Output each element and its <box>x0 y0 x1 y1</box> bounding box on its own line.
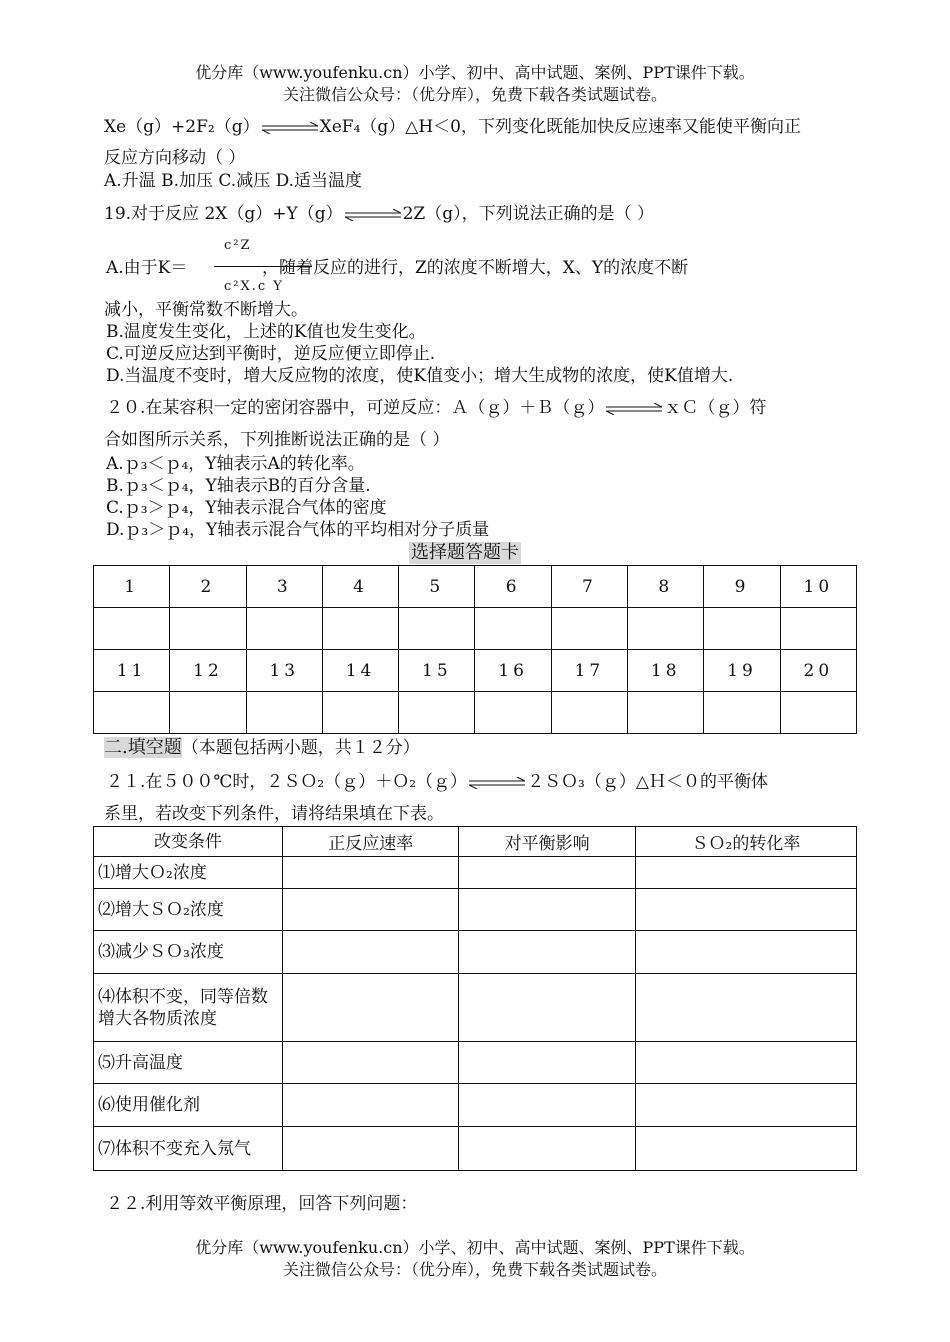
section-2-heading <box>104 737 420 759</box>
answer-card-table <box>93 565 857 734</box>
answer-cell[interactable] <box>283 857 459 889</box>
page-header <box>0 62 950 106</box>
answer-number-cell: 3 <box>246 566 322 608</box>
q19-option-c: C.可逆反应达到平衡时，逆反应便立即停止. <box>106 344 436 364</box>
answer-number-cell: 6 <box>475 566 551 608</box>
answer-card-title: 选择题答题卡 <box>411 542 519 563</box>
q21-stem <box>106 771 768 793</box>
answer-blank-cell[interactable] <box>551 608 627 650</box>
q19-option-a-cont: 减小，平衡常数不断增大。 <box>104 300 308 320</box>
section-2-title: 二.填空题 <box>104 737 182 758</box>
answer-number-cell: 17 <box>551 650 627 692</box>
k-fraction-denominator: c²X.c Y <box>224 279 284 294</box>
q21-result-table <box>93 826 857 1171</box>
answer-blank-cell[interactable] <box>551 692 627 734</box>
q19-stem-right: 2Z（g），下列说法正确的是（ ） <box>402 204 655 224</box>
answer-blank-cell[interactable] <box>628 608 704 650</box>
answer-cell[interactable] <box>459 974 635 1042</box>
equilibrium-arrow-icon <box>262 122 318 134</box>
answer-blank-cell[interactable] <box>780 608 856 650</box>
k-fraction-numerator: c²Z <box>224 238 252 253</box>
q20-option-d: D.ｐ₃＞ｐ₄，Y轴表示混合气体的平均相对分子质量 <box>106 520 490 540</box>
answer-blank-cell[interactable] <box>780 692 856 734</box>
q19-option-d: D.当温度不变时，增大反应物的浓度，使K值变小；增大生成物的浓度，使K值增大. <box>106 366 734 386</box>
answer-cell[interactable] <box>283 974 459 1042</box>
answer-blank-cell[interactable] <box>322 608 398 650</box>
q18-options: A.升温 B.加压 C.减压 D.适当温度 <box>104 171 363 191</box>
answer-number-cell: 5 <box>399 566 475 608</box>
q20-option-c: C.ｐ₃＞ｐ₄，Y轴表示混合气体的密度 <box>106 498 387 518</box>
answer-number-cell: 18 <box>628 650 704 692</box>
table-row <box>94 889 857 931</box>
answer-blank-cell[interactable] <box>246 692 322 734</box>
equilibrium-arrow-icon <box>345 209 401 221</box>
answer-number-cell: 19 <box>704 650 780 692</box>
answer-cell[interactable] <box>459 931 635 974</box>
answer-number-cell: 12 <box>170 650 246 692</box>
section-2-note: （本题包括两小题，共１２分） <box>181 738 420 758</box>
answer-number-cell: 8 <box>628 566 704 608</box>
answer-blank-cell[interactable] <box>94 692 170 734</box>
table-row <box>94 1127 857 1171</box>
answer-number-cell: 15 <box>399 650 475 692</box>
answer-blank-cell[interactable] <box>322 692 398 734</box>
table-row <box>94 857 857 889</box>
page-footer <box>0 1237 950 1281</box>
q21-stem-right: ２ＳＯ₃（ｇ）△Ｈ＜０的平衡体 <box>527 772 768 792</box>
answer-cell[interactable] <box>635 931 856 974</box>
answer-number-cell: 4 <box>322 566 398 608</box>
answer-number-cell: 11 <box>94 650 170 692</box>
q21-line2: 系里，若改变下列条件，请将结果填在下表。 <box>104 804 444 824</box>
answer-cell[interactable] <box>459 857 635 889</box>
q18-eq-right: XeF₄（g）△H＜0，下列变化既能加快反应速率又能使平衡向正 <box>319 117 801 137</box>
answer-cell[interactable] <box>635 974 856 1042</box>
condition-cell: ⑸升高温度 <box>94 1042 283 1084</box>
answer-number-cell: 9 <box>704 566 780 608</box>
answer-cell[interactable] <box>635 1084 856 1127</box>
answer-blank-cell[interactable] <box>704 692 780 734</box>
header-forward-rate: 正反应速率 <box>283 827 459 857</box>
q20-option-a: A.ｐ₃＜ｐ₄，Y轴表示A的转化率。 <box>106 454 365 474</box>
answer-blank-cell[interactable] <box>170 608 246 650</box>
answer-number-cell: 1 <box>94 566 170 608</box>
answer-cell[interactable] <box>635 1042 856 1084</box>
header-condition: 改变条件 <box>94 827 283 857</box>
answer-blank-cell[interactable] <box>94 608 170 650</box>
answer-cell[interactable] <box>283 1042 459 1084</box>
answer-number-cell: 16 <box>475 650 551 692</box>
q20-stem-left: ２０.在某容积一定的密闭容器中，可逆反应：Ａ（ｇ）＋Ｂ（ｇ） <box>106 398 605 418</box>
answer-number-cell: 20 <box>780 650 856 692</box>
q19-option-a-left: A.由于K＝ <box>106 258 188 278</box>
condition-cell: ⑺体积不变充入氖气 <box>94 1127 283 1171</box>
condition-cell: ⑷体积不变，同等倍数增大各物质浓度 <box>94 974 283 1042</box>
answer-number-cell: 2 <box>170 566 246 608</box>
answer-number-row <box>94 566 857 608</box>
equilibrium-arrow-icon <box>606 403 662 415</box>
answer-blank-cell[interactable] <box>246 608 322 650</box>
answer-blank-cell[interactable] <box>170 692 246 734</box>
answer-cell[interactable] <box>459 889 635 931</box>
answer-cell[interactable] <box>283 1084 459 1127</box>
header-equilibrium-effect: 对平衡影响 <box>459 827 635 857</box>
answer-cell[interactable] <box>635 889 856 931</box>
q21-header-row <box>94 827 857 857</box>
answer-blank-cell[interactable] <box>628 692 704 734</box>
header-line-2: 关注微信公众号：（优分库），免费下载各类试题试卷。 <box>282 85 667 104</box>
answer-cell[interactable] <box>635 1127 856 1171</box>
answer-number-cell: 10 <box>780 566 856 608</box>
answer-cell[interactable] <box>459 1042 635 1084</box>
answer-blank-cell[interactable] <box>399 692 475 734</box>
answer-number-row <box>94 650 857 692</box>
q19-stem <box>104 203 654 225</box>
answer-cell[interactable] <box>459 1127 635 1171</box>
answer-cell[interactable] <box>459 1084 635 1127</box>
q20-stem-right: ｘＣ（ｇ）符 <box>664 398 767 418</box>
q19-stem-left: 19.对于反应 2X（g）+Y（g） <box>104 204 343 224</box>
answer-blank-row <box>94 692 857 734</box>
q20-stem <box>106 397 766 419</box>
condition-cell: ⑵增大ＳＯ₂浓度 <box>94 889 283 931</box>
answer-number-cell: 7 <box>551 566 627 608</box>
q21-stem-left: ２１.在５００℃时，２ＳＯ₂（ｇ）＋Ｏ₂（ｇ） <box>106 772 468 792</box>
answer-blank-cell[interactable] <box>399 608 475 650</box>
header-line-1: 优分库（www.youfenku.cn）小学、初中、高中试题、案例、PPT课件下载。 <box>195 63 755 82</box>
answer-cell[interactable] <box>283 889 459 931</box>
footer-line-1: 优分库（www.youfenku.cn）小学、初中、高中试题、案例、PPT课件下载。 <box>195 1238 755 1257</box>
equilibrium-arrow-icon <box>469 777 525 789</box>
answer-cell[interactable] <box>635 857 856 889</box>
answer-blank-cell[interactable] <box>475 608 551 650</box>
q18-equation-line <box>104 116 801 138</box>
table-row <box>94 1042 857 1084</box>
q18-eq-left: Xe（g）+2F₂（g） <box>104 117 260 137</box>
answer-blank-cell[interactable] <box>704 608 780 650</box>
q19-option-b: B.温度发生变化，上述的K值也发生变化。 <box>106 322 426 342</box>
q20-line2: 合如图所示关系，下列推断说法正确的是（ ） <box>104 430 450 450</box>
table-row <box>94 974 857 1042</box>
q22-stem: ２２.利用等效平衡原理，回答下列问题： <box>106 1194 418 1214</box>
footer-line-2: 关注微信公众号：（优分库），免费下载各类试题试卷。 <box>282 1260 667 1279</box>
answer-number-cell: 13 <box>246 650 322 692</box>
answer-cell[interactable] <box>283 1127 459 1171</box>
table-row <box>94 931 857 974</box>
answer-blank-row <box>94 608 857 650</box>
condition-cell: ⑹使用催化剂 <box>94 1084 283 1127</box>
answer-cell[interactable] <box>283 931 459 974</box>
answer-number-cell: 14 <box>322 650 398 692</box>
answer-blank-cell[interactable] <box>475 692 551 734</box>
q19-option-a-right: ，随着反应的进行，Z的浓度不断增大，X、Y的浓度不断 <box>262 258 689 278</box>
table-row <box>94 1084 857 1127</box>
header-so2-conversion: ＳＯ₂的转化率 <box>635 827 856 857</box>
condition-cell: ⑶减少ＳＯ₃浓度 <box>94 931 283 974</box>
q20-option-b: B.ｐ₃＜ｐ₄，Y轴表示B的百分含量. <box>106 476 371 496</box>
condition-cell: ⑴增大Ｏ₂浓度 <box>94 857 283 889</box>
q18-line2: 反应方向移动（ ） <box>104 148 246 168</box>
